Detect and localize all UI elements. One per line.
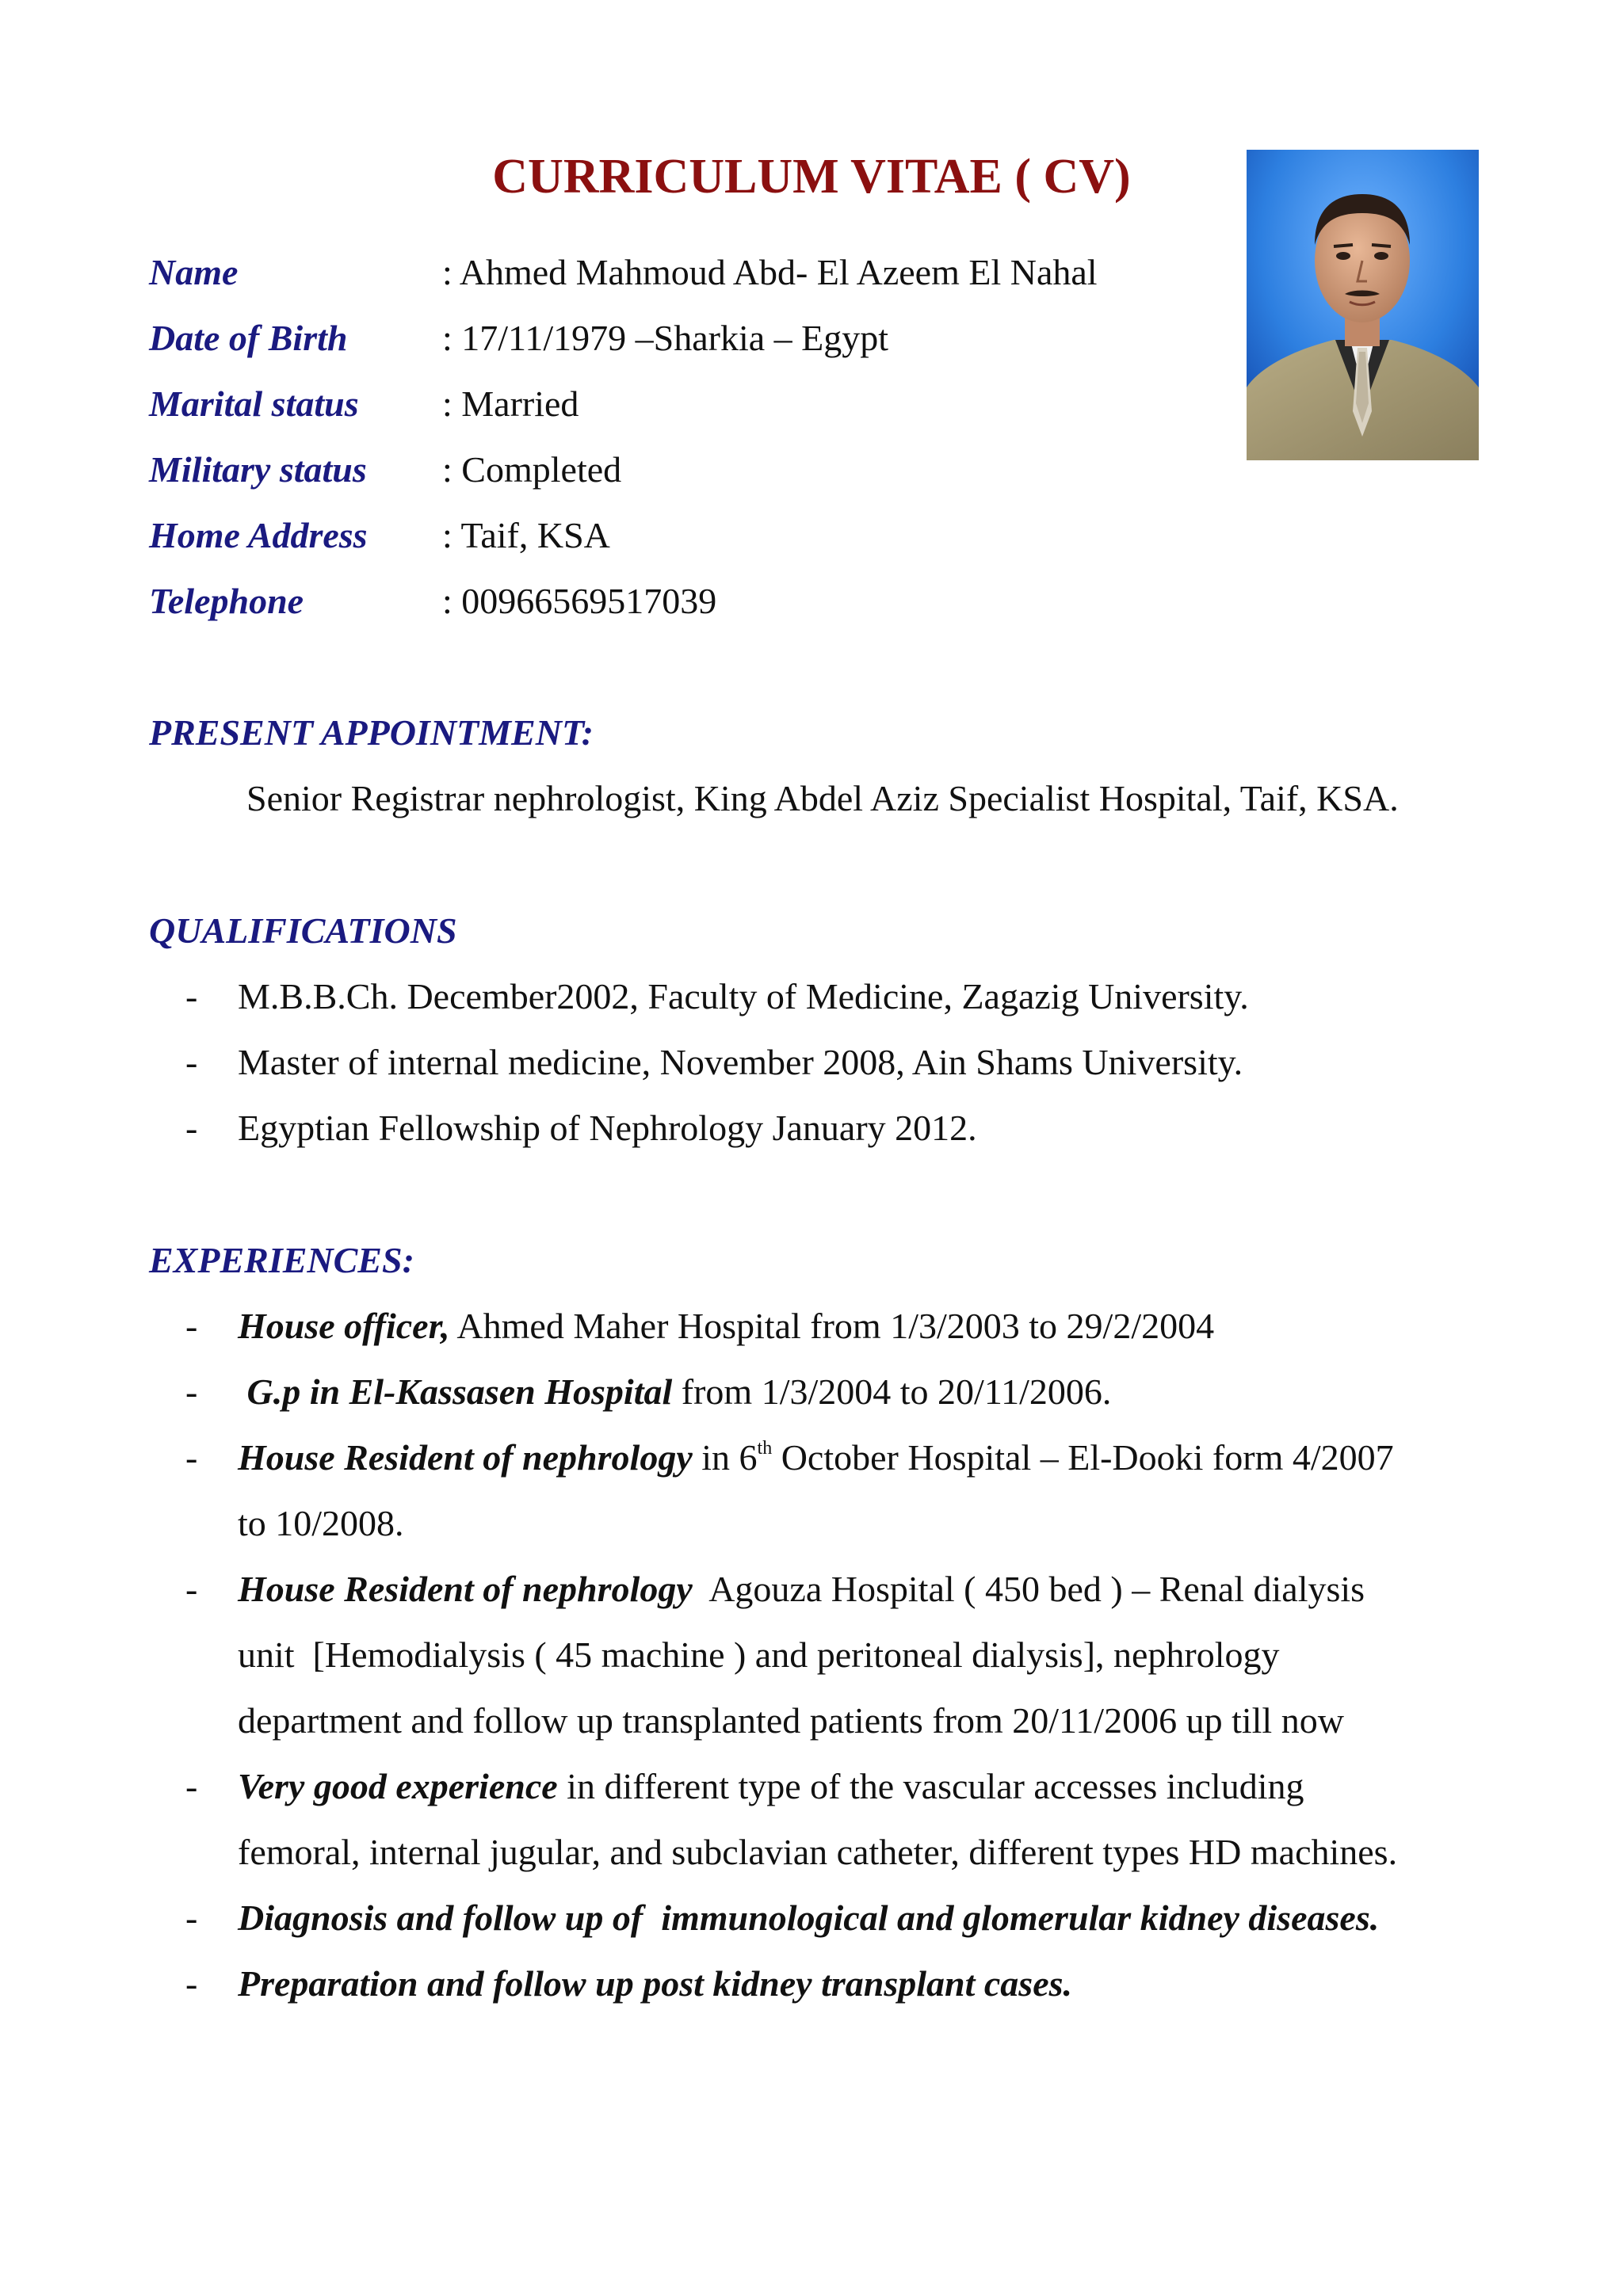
qualification-text: Egyptian Fellowship of Nephrology January 2012.	[238, 1108, 977, 1148]
experience-detail: in 6	[692, 1437, 758, 1478]
experience-title: House Resident of nephrology	[238, 1437, 693, 1478]
info-label: Telephone	[149, 581, 304, 621]
bullet-dash: -	[185, 1569, 198, 1609]
experience-title: Preparation and follow up post kidney transplant cases.	[238, 1963, 1073, 2004]
bullet-dash: -	[185, 976, 198, 1016]
experience-title: House officer,	[238, 1306, 450, 1346]
experience-line	[238, 1368, 1111, 1416]
experience-title: G.p in El-Kassasen Hospital	[238, 1371, 673, 1412]
info-value: : Taif, KSA	[442, 515, 610, 555]
experience-detail: Agouza Hospital ( 450 bed ) – Renal dialysis	[692, 1569, 1365, 1609]
experiences-heading: EXPERIENCES:	[149, 1240, 414, 1280]
bullet-dash: -	[185, 1042, 198, 1082]
experience-continuation: to 10/2008.	[238, 1503, 404, 1543]
ordinal-suffix: th	[757, 1438, 773, 1459]
info-value: : 17/11/1979 –Sharkia – Egypt	[442, 318, 889, 358]
info-value: : Married	[442, 383, 579, 424]
experience-line	[238, 1763, 1304, 1810]
experience-continuation: department and follow up transplanted patients from 20/11/2006 up till now	[238, 1700, 1344, 1741]
bullet-dash: -	[185, 1108, 198, 1148]
bullet-dash: -	[185, 1306, 198, 1346]
info-value: : Ahmed Mahmoud Abd- El Azeem El Nahal	[442, 252, 1098, 292]
experience-title: House Resident of nephrology	[238, 1569, 693, 1609]
profile-photo	[1247, 150, 1479, 460]
present-appointment-heading: PRESENT APPOINTMENT:	[149, 712, 594, 753]
experience-detail: Ahmed Maher Hospital from 1/3/2003 to 29/2/2004	[449, 1306, 1215, 1346]
qualification-text: Master of internal medicine, November 2008, Ain Shams University.	[238, 1042, 1243, 1082]
experience-line	[238, 1302, 1214, 1350]
experience-title: Very good experience	[238, 1766, 558, 1806]
info-value: : 00966569517039	[442, 581, 717, 621]
experience-detail: from 1/3/2004 to 20/11/2006.	[672, 1371, 1112, 1412]
qualifications-heading: QUALIFICATIONS	[149, 910, 457, 951]
experience-title: Diagnosis and follow up of immunological and glomerular kidney diseases.	[238, 1897, 1380, 1938]
info-label: Home Address	[149, 515, 368, 555]
info-label: Date of Birth	[149, 318, 348, 358]
experience-continuation: unit [Hemodialysis ( 45 machine ) and peritoneal dialysis], nephrology	[238, 1634, 1280, 1675]
info-label: Name	[149, 252, 239, 292]
experience-line	[238, 1434, 1394, 1482]
qualification-text: M.B.B.Ch. December2002, Faculty of Medicine, Zagazig University.	[238, 976, 1249, 1016]
experience-detail: October Hospital – El-Dooki form 4/2007	[772, 1437, 1394, 1478]
bullet-dash: -	[185, 1371, 198, 1412]
bullet-dash: -	[185, 1437, 198, 1478]
experience-detail: in different type of the vascular accesses including	[557, 1766, 1304, 1806]
experience-line	[238, 1566, 1365, 1613]
info-label: Military status	[149, 449, 367, 490]
bullet-dash: -	[185, 1766, 198, 1806]
bullet-dash: -	[185, 1897, 198, 1938]
info-label: Marital status	[149, 383, 359, 424]
bullet-dash: -	[185, 1963, 198, 2004]
present-appointment-text: Senior Registrar nephrologist, King Abdel Aziz Specialist Hospital, Taif, KSA.	[246, 778, 1399, 818]
info-value: : Completed	[442, 449, 622, 490]
experience-continuation: femoral, internal jugular, and subclavian catheter, different types HD machines.	[238, 1832, 1398, 1872]
cv-title: CURRICULUM VITAE ( CV)	[492, 150, 1131, 204]
